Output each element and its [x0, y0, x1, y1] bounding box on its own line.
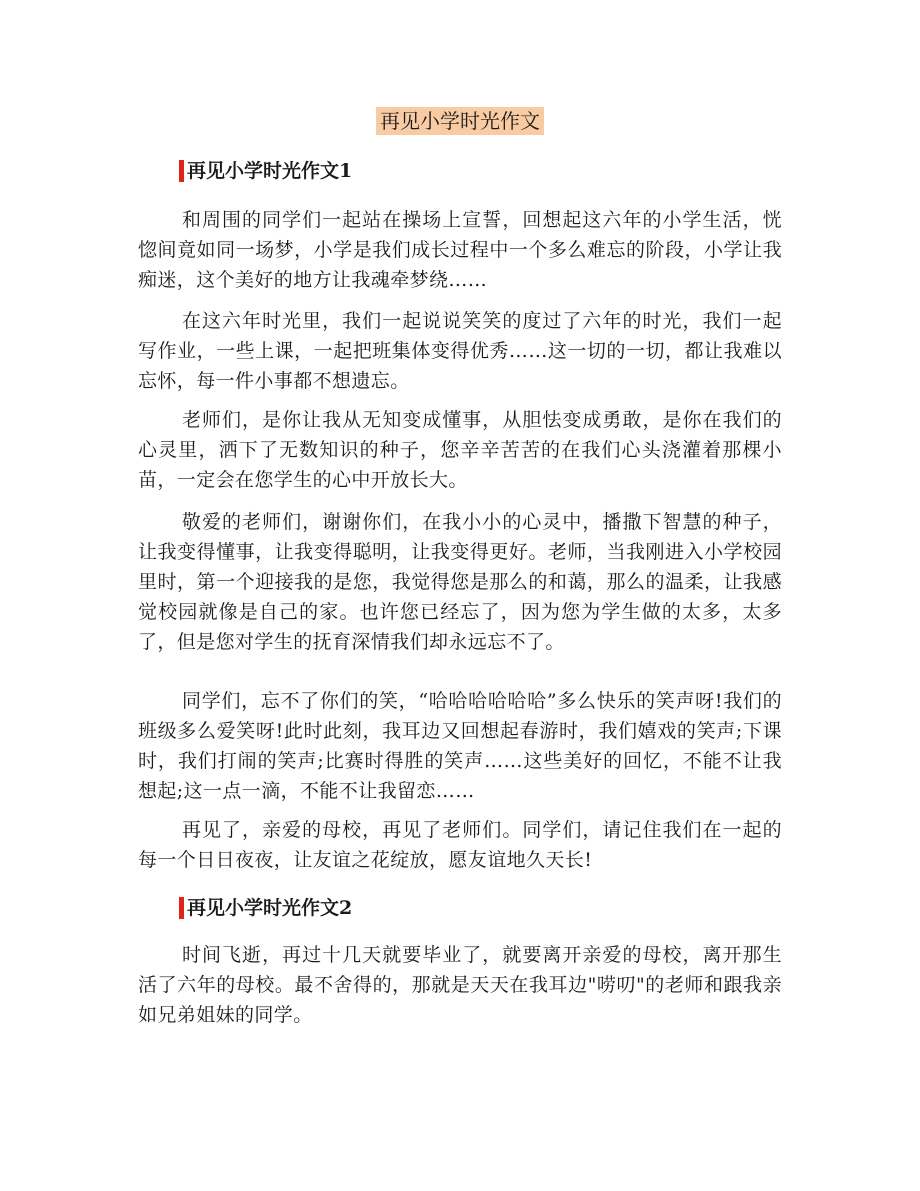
paragraph-1-1: 和周围的同学们一起站在操场上宣誓，回想起这六年的小学生活，恍惚间竟如同一场梦，小学是我们成长过程中一个多么难忘的阶段，小学让我痴迷，这个美好的地方让我魂牵梦绕……: [138, 209, 782, 291]
document-title: [0, 106, 920, 136]
heading-marker-bar: [179, 897, 184, 919]
section-heading-text: 再见小学时光作文1: [187, 160, 353, 182]
paragraph-1-6: 再见了，亲爱的母校，再见了老师们。同学们，请记住我们在一起的每一个日日夜夜，让友谊之花绽放，愿友谊地久天长!: [138, 819, 782, 871]
document-title-text: 再见小学时光作文: [376, 107, 544, 135]
section-heading-text: 再见小学时光作文2: [187, 897, 353, 919]
paragraph-1-3: 老师们，是你让我从无知变成懂事，从胆怯变成勇敢，是你在我们的心灵里，洒下了无数知识的种子，您辛辛苦苦的在我们心头浇灌着那棵小苗，一定会在您学生的心中开放长大。: [138, 409, 782, 491]
paragraph-1-2: 在这六年时光里，我们一起说说笑笑的度过了六年的时光，我们一起写作业，一些上课，一起把班集体变得优秀……这一切的一切，都让我难以忘怀，每一件小事都不想遗忘。: [138, 310, 782, 392]
paragraph-1-5: 同学们，忘不了你们的笑，“哈哈哈哈哈哈”多么快乐的笑声呀!我们的班级多么爱笑呀!此时此刻，我耳边又回想起春游时，我们嬉戏的笑声;下课时，我们打闹的笑声;比赛时得胜的笑声……这些美好的回忆，不能不让我想起;这一点一滴，不能不让我留恋……: [138, 690, 782, 802]
section-heading-2: [179, 895, 352, 921]
paragraph-2-1: 时间飞逝，再过十几天就要毕业了，就要离开亲爱的母校，离开那生活了六年的母校。最不舍得的，那就是天天在我耳边"唠叨"的老师和跟我亲如兄弟姐妹的同学。: [138, 944, 782, 1026]
heading-marker-bar: [179, 160, 184, 182]
section-heading-1: [179, 158, 352, 184]
paragraph-1-4: 敬爱的老师们，谢谢你们，在我小小的心灵中，播撒下智慧的种子，让我变得懂事，让我变得聪明，让我变得更好。老师，当我刚进入小学校园里时，第一个迎接我的是您，我觉得您是那么的和蔼，那么的温柔，让我感觉校园就像是自己的家。也许您已经忘了，因为您为学生做的太多，太多了，但是您对学生的抚育深情我们却永远忘不了。: [138, 511, 782, 653]
